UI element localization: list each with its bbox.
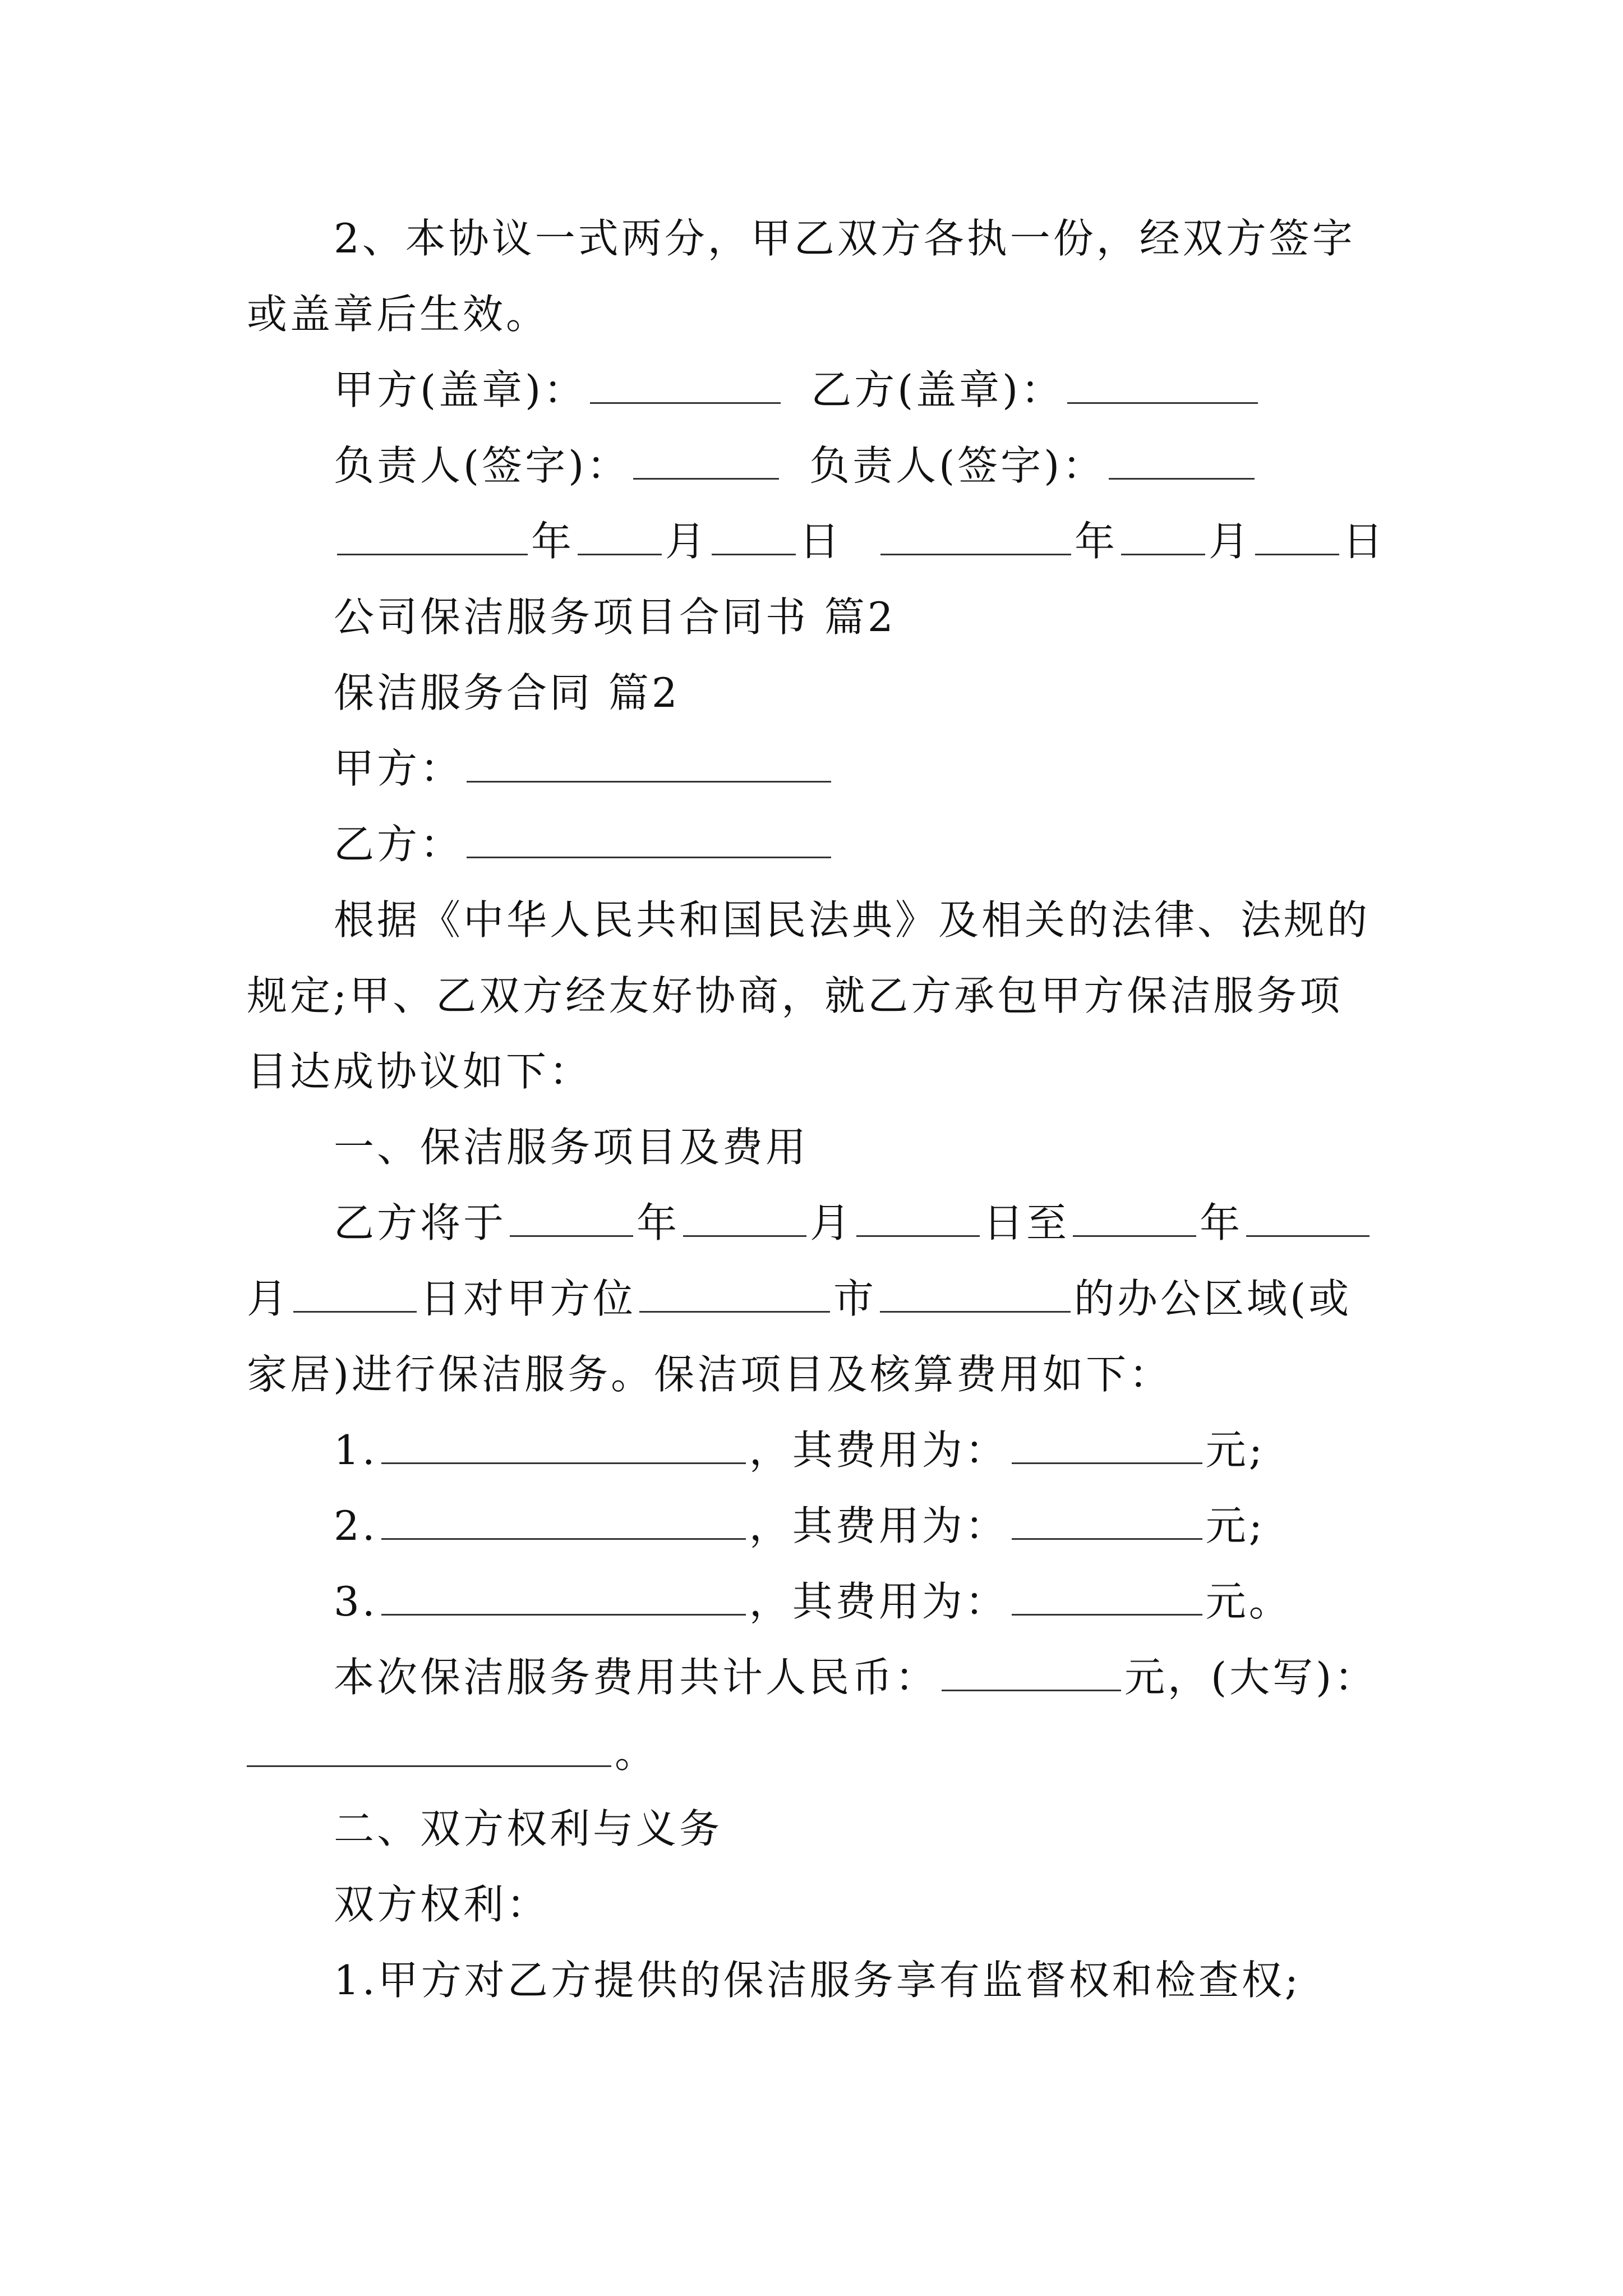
signature-line: 负责人(签字)： 负责人(签字)： — [334, 440, 1258, 491]
fee-item-3: 3. ，其费用为： 元。 — [334, 1578, 1292, 1625]
party-a-seal-field[interactable] — [590, 370, 781, 404]
party-b-seal-field[interactable] — [1067, 370, 1258, 404]
party-b-month-field[interactable] — [1121, 521, 1205, 555]
start-month-field[interactable] — [683, 1203, 806, 1237]
party-b-line: 乙方： — [334, 819, 834, 869]
total-fee-words-line: 。 — [247, 1728, 658, 1778]
start-year-field[interactable] — [510, 1203, 633, 1237]
party-a-year-field[interactable] — [337, 521, 528, 555]
item-1-name-field[interactable] — [381, 1430, 746, 1464]
item-1-fee-field[interactable] — [1012, 1430, 1202, 1464]
end-month-field[interactable] — [1246, 1203, 1370, 1237]
rights-heading: 双方权利： — [334, 1881, 550, 1928]
section-1-heading: 一、保洁服务项目及费用 — [334, 1124, 809, 1171]
fee-item-2: 2. ，其费用为： 元; — [334, 1502, 1265, 1549]
party-a-day-field[interactable] — [712, 521, 796, 555]
contract-title: 保洁服务合同 篇2 — [334, 669, 680, 716]
preamble-line-2: 规定;甲、乙双方经友好协商，就乙方承包甲方保洁服务项 — [247, 972, 1343, 1019]
start-day-field[interactable] — [856, 1203, 980, 1237]
item-3-name-field[interactable] — [381, 1581, 746, 1616]
section-title-company: 公司保洁服务项目合同书 篇2 — [334, 593, 896, 641]
preamble-line-1: 根据《中华人民共和国民法典》及相关的法律、法规的 — [334, 896, 1371, 944]
preamble-line-3: 目达成协议如下： — [247, 1048, 593, 1095]
date-line: 年 月 日 年 月 日 — [334, 516, 1386, 567]
clause-2-line-1: 2、本协议一式两分，甲乙双方各执一份，经双方签字 — [334, 215, 1355, 262]
total-fee-field[interactable] — [942, 1657, 1121, 1691]
total-fee-line: 本次保洁服务费用共计人民币： 元，(大写)： — [334, 1654, 1378, 1701]
item-2-fee-field[interactable] — [1012, 1506, 1202, 1540]
city-field[interactable] — [639, 1278, 830, 1313]
total-fee-words-field[interactable] — [247, 1733, 611, 1767]
party-b-day-field[interactable] — [1255, 521, 1339, 555]
party-a-line: 甲方： — [334, 743, 834, 794]
item-2-name-field[interactable] — [381, 1506, 746, 1540]
service-period-line-2: 月 日对甲方位 市 的办公区域(或 — [247, 1275, 1352, 1322]
end-day-field[interactable] — [293, 1278, 417, 1313]
party-b-name-field[interactable] — [467, 824, 831, 858]
rights-item-1: 1.甲方对乙方提供的保洁服务享有监督权和检查权; — [334, 1957, 1301, 2004]
service-period-line-3: 家居)进行保洁服务。保洁项目及核算费用如下： — [247, 1351, 1173, 1398]
item-3-fee-field[interactable] — [1012, 1581, 1202, 1616]
party-a-month-field[interactable] — [578, 521, 662, 555]
location-field[interactable] — [880, 1278, 1071, 1313]
fee-item-1: 1. ，其费用为： 元; — [334, 1427, 1265, 1474]
section-2-heading: 二、双方权利与义务 — [334, 1805, 723, 1852]
party-b-signer-field[interactable] — [1109, 445, 1255, 480]
party-a-name-field[interactable] — [467, 748, 831, 783]
clause-2-line-2: 或盖章后生效。 — [247, 291, 550, 338]
party-b-year-field[interactable] — [880, 521, 1071, 555]
end-year-field[interactable] — [1073, 1203, 1196, 1237]
service-period-line-1: 乙方将于 年 月 日至 年 — [334, 1198, 1373, 1248]
party-a-signer-field[interactable] — [633, 445, 779, 480]
seal-line: 甲方(盖章)： 乙方(盖章)： — [334, 365, 1261, 415]
